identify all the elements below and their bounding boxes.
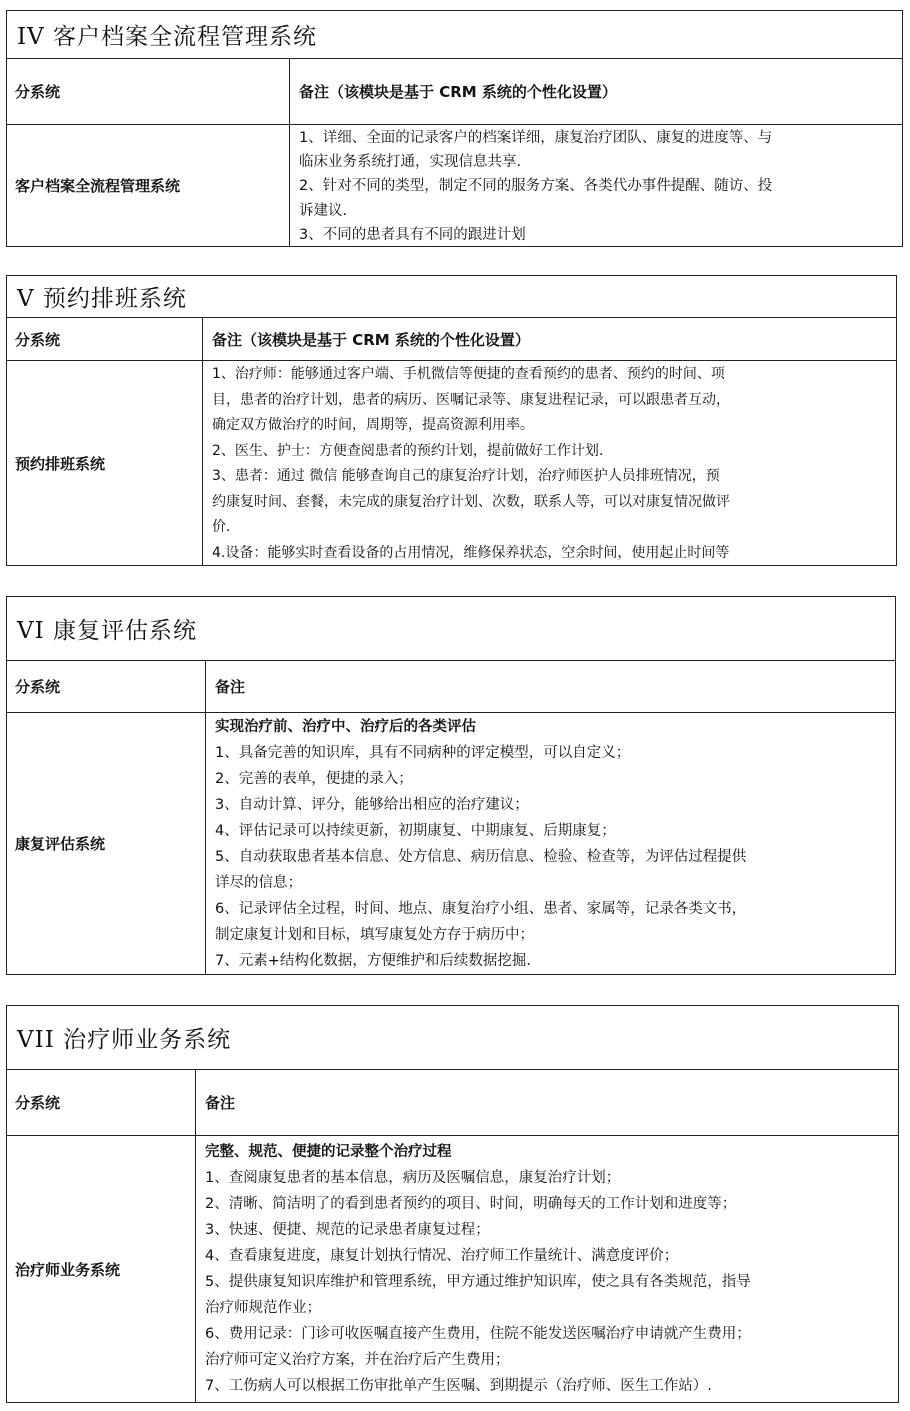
- note-line: 6、记录评估全过程，时间、地点、康复治疗小组、患者、家属等，记录各类文书，: [215, 900, 747, 917]
- note-line: 3、患者：通过 微信 能够查询自己的康复治疗计划，治疗师医护人员排班情况，预: [212, 468, 720, 484]
- section-iv: [6, 10, 903, 247]
- note-line: 诉建议.: [299, 202, 348, 219]
- notes-cell: [215, 713, 891, 974]
- note-line: 2、完善的表单，便捷的录入；: [215, 770, 413, 787]
- note-line: 5、自动获取患者基本信息、处方信息、病历信息、检验、检查等，为评估过程提供: [215, 848, 747, 865]
- notes-cell: [212, 361, 892, 565]
- note-line: 2、医生、护士：方便查阅患者的预约计划，提前做好工作计划.: [212, 442, 604, 459]
- note-line: 4、查看康复进度，康复计划执行情况、治疗师工作量统计、满意度评价；: [205, 1248, 679, 1264]
- note-line: 1、具备完善的知识库，具有不同病种的评定模型，可以自定义；: [215, 744, 631, 761]
- note-line: 确定双方做治疗的时间，周期等，提高资源利用率。: [212, 417, 534, 433]
- column-header-subsystem: 分系统: [15, 83, 61, 101]
- note-line: 3、不同的患者具有不同的跟进计划: [299, 226, 526, 243]
- section-title: VI 康复评估系统: [7, 597, 895, 661]
- section-v: [6, 275, 897, 566]
- note-line: 3、快速、便捷、规范的记录患者康复过程；: [205, 1222, 490, 1238]
- table-header-row: [7, 1070, 898, 1136]
- note-line: 治疗师可定义治疗方案，并在治疗后产生费用；: [205, 1352, 510, 1368]
- column-divider: [195, 1136, 196, 1402]
- table-row: [7, 361, 896, 565]
- table-header-row: [7, 318, 896, 361]
- column-header-notes: 备注（该模块是基于 CRM 系统的个性化设置）: [299, 83, 617, 101]
- column-divider: [205, 713, 206, 974]
- notes-cell: [299, 125, 898, 246]
- note-line: 治疗师规范作业；: [205, 1300, 321, 1316]
- note-line: 4.设备：能够实时查看设备的占用情况，维修保养状态，空余时间，使用起止时间等: [212, 544, 730, 561]
- subsystem-name: 预约排班系统: [15, 454, 106, 473]
- subsystem-name: 治疗师业务系统: [15, 1260, 121, 1279]
- note-line: 详尽的信息；: [215, 874, 302, 891]
- table-row: [7, 713, 895, 974]
- note-line: 价.: [212, 519, 231, 535]
- note-line: 约康复时间、套餐，未完成的康复治疗计划、次数，联系人等，可以对康复情况做评: [212, 493, 730, 510]
- table-row: [7, 1136, 898, 1402]
- table-row: [7, 125, 902, 246]
- column-divider: [202, 361, 203, 565]
- note-line: 实现治疗前、治疗中、治疗后的各类评估: [215, 718, 476, 735]
- column-divider: [205, 661, 206, 712]
- subsystem-name: 康复评估系统: [15, 835, 106, 853]
- section-title: V 预约排班系统: [7, 276, 896, 318]
- notes-cell: [205, 1136, 894, 1402]
- section-vii: [6, 1005, 899, 1403]
- note-line: 4、评估记录可以持续更新，初期康复、中期康复、后期康复；: [215, 822, 616, 839]
- note-line: 1、查阅康复患者的基本信息，病历及医嘱信息，康复治疗计划；: [205, 1170, 621, 1186]
- section-title: IV 客户档案全流程管理系统: [7, 11, 902, 59]
- column-header-subsystem: 分系统: [15, 330, 61, 349]
- column-header-notes: 备注: [205, 1094, 236, 1112]
- note-line: 6、费用记录：门诊可收医嘱直接产生费用，住院不能发送医嘱治疗申请就产生费用；: [205, 1326, 751, 1342]
- note-line: 1、详细、全面的记录客户的档案详细，康复治疗团队、康复的进度等、与: [299, 130, 773, 146]
- note-line: 目，患者的治疗计划，患者的病历、医嘱记录等、康复进程记录，可以跟患者互动，: [212, 391, 730, 408]
- column-header-notes: 备注: [215, 678, 246, 696]
- column-header-notes: 备注（该模块是基于 CRM 系统的个性化设置）: [212, 330, 530, 349]
- table-header-row: [7, 661, 895, 713]
- table-header-row: [7, 59, 902, 125]
- note-line: 2、针对不同的类型，制定不同的服务方案、各类代办事件提醒、随访、投: [299, 178, 773, 195]
- column-divider: [202, 318, 203, 360]
- note-line: 2、清晰、简洁明了的看到患者预约的项目、时间，明确每天的工作计划和进度等；: [205, 1196, 737, 1212]
- subsystem-name: 客户档案全流程管理系统: [15, 177, 181, 195]
- note-line: 5、提供康复知识库维护和管理系统，甲方通过维护知识库，使之具有各类规范，指导: [205, 1274, 751, 1290]
- note-line: 临床业务系统打通，实现信息共享.: [299, 154, 522, 171]
- section-title: VII 治疗师业务系统: [7, 1006, 898, 1070]
- column-header-subsystem: 分系统: [15, 1094, 61, 1112]
- column-divider: [289, 59, 290, 124]
- column-header-subsystem: 分系统: [15, 678, 61, 696]
- note-line: 3、自动计算、评分，能够给出相应的治疗建议；: [215, 796, 529, 813]
- note-line: 完整、规范、便捷的记录整个治疗过程: [205, 1144, 452, 1160]
- note-line: 7、工伤病人可以根据工伤审批单产生医嘱、到期提示（治疗师、医生工作站）.: [205, 1378, 712, 1394]
- column-divider: [195, 1070, 196, 1135]
- note-line: 7、元素+结构化数据，方便维护和后续数据挖掘.: [215, 952, 531, 969]
- note-line: 1、治疗师：能够通过客户端、手机微信等便捷的查看预约的患者、预约的时间、项: [212, 366, 725, 382]
- column-divider: [289, 125, 290, 246]
- section-vi: [6, 596, 896, 975]
- note-line: 制定康复计划和目标，填写康复处方存于病历中；: [215, 926, 534, 943]
